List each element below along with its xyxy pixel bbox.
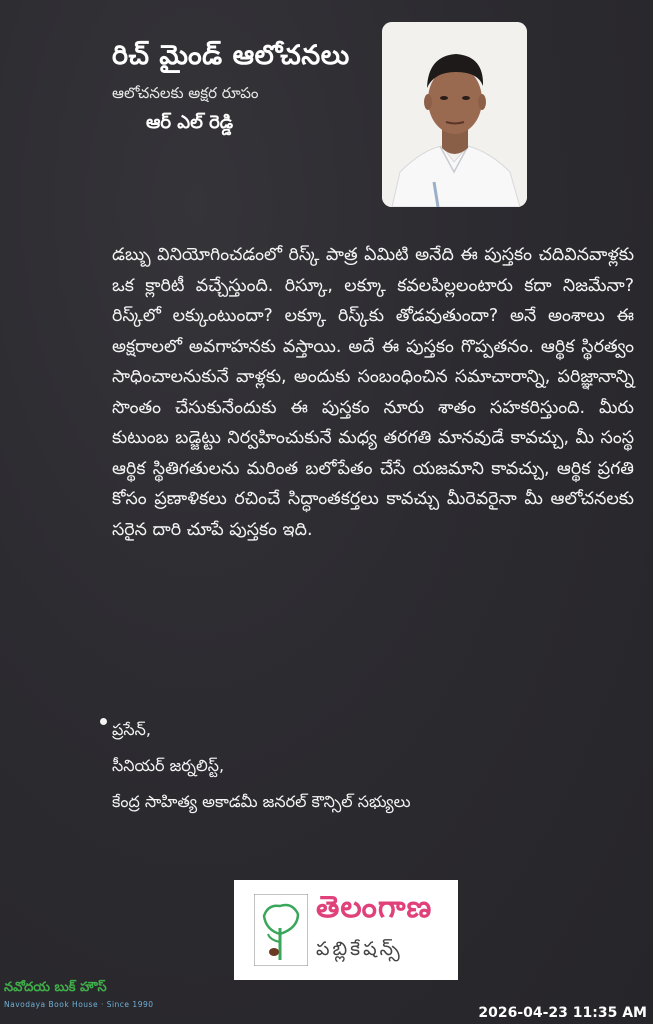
publisher-name-bottom: పబ్లికేషన్స్ [316,938,403,960]
stamp-name: నవోదయ బుక్ హౌస్ [4,980,107,995]
blurb-paragraph: డబ్బు వినియోగించడంలో రిస్క్ పాత్ర ఏమిటి అనేది ఈ పుస్తకం చదివినవాళ్లకు ఒక క్లారిటీ వచ్చేస్తుంది. రిస్కూ, లక్కూ కవలపిల్లలంటారు కదా నిజమేనా? రిస్క్‌లో లక్కుంటుందా? లక్కూ రిస్క్‌కు తోడవుతుందా? అనే అంశాలు ఈ అక్షరాలలో అవగాహనకు వస్తాయి. అదే ఈ పుస్తకం గొప్పతనం. ఆర్థిక స్థిరత్వం సాధించాలనుకునే వాళ్లకు, అందుకు సంబంధించిన సమాచారాన్ని, పరిజ్ఞానాన్ని సొంతం చేసుకునేందుకు ఈ పుస్తకం నూరు శాతం సహకరిస్తుంది. మీరు కుటుంబ బడ్జెట్టు నిర్వహించుకునే మధ్య తరగతి మానవుడే కావచ్చు, మీ సంస్థ ఆర్థిక స్థితిగతులను మరింత బలోపేతం చేసే యజమాని కావచ్చు, ఆర్థిక ప్రగతి కోసం ప్రణాళికలు రచించే సిద్ధాంతకర్తలు కావచ్చు మీరెవరైనా మీ ఆలోచనలకు సరైన దారి చూపే పుస్తకం ఇది. [112,245,634,540]
capture-timestamp: 2026-04-23 11:35 AM [478,1005,647,1021]
endorsement-signature [112,712,411,820]
book-blurb [112,240,634,545]
publisher-logo [234,880,458,980]
stamp-subtitle: Navodaya Book House · Since 1990 [4,1000,154,1009]
bookshop-stamp [0,980,154,1018]
publisher-name-top: తెలంగాణ [316,890,433,925]
endorser-role: సీనియర్ జర్నలిస్ట్, [112,756,225,775]
book-subtitle: ఆలోచనలకు అక్షర రూపం [112,84,259,102]
endorser-name: ప్రసేన్, [112,720,151,739]
author-name: ఆర్ ఎల్ రెడ్డి [146,112,234,133]
bullet-icon [100,718,107,725]
tree-icon [254,894,308,966]
endorser-affiliation: కేంద్ర సాహిత్య అకాడమీ జనరల్ కౌన్సిల్ సభ్యులు [112,792,411,811]
portrait-icon [382,22,527,207]
book-title: రిచ్ మైండ్ ఆలోచనలు [112,40,350,71]
author-photo [382,22,527,207]
